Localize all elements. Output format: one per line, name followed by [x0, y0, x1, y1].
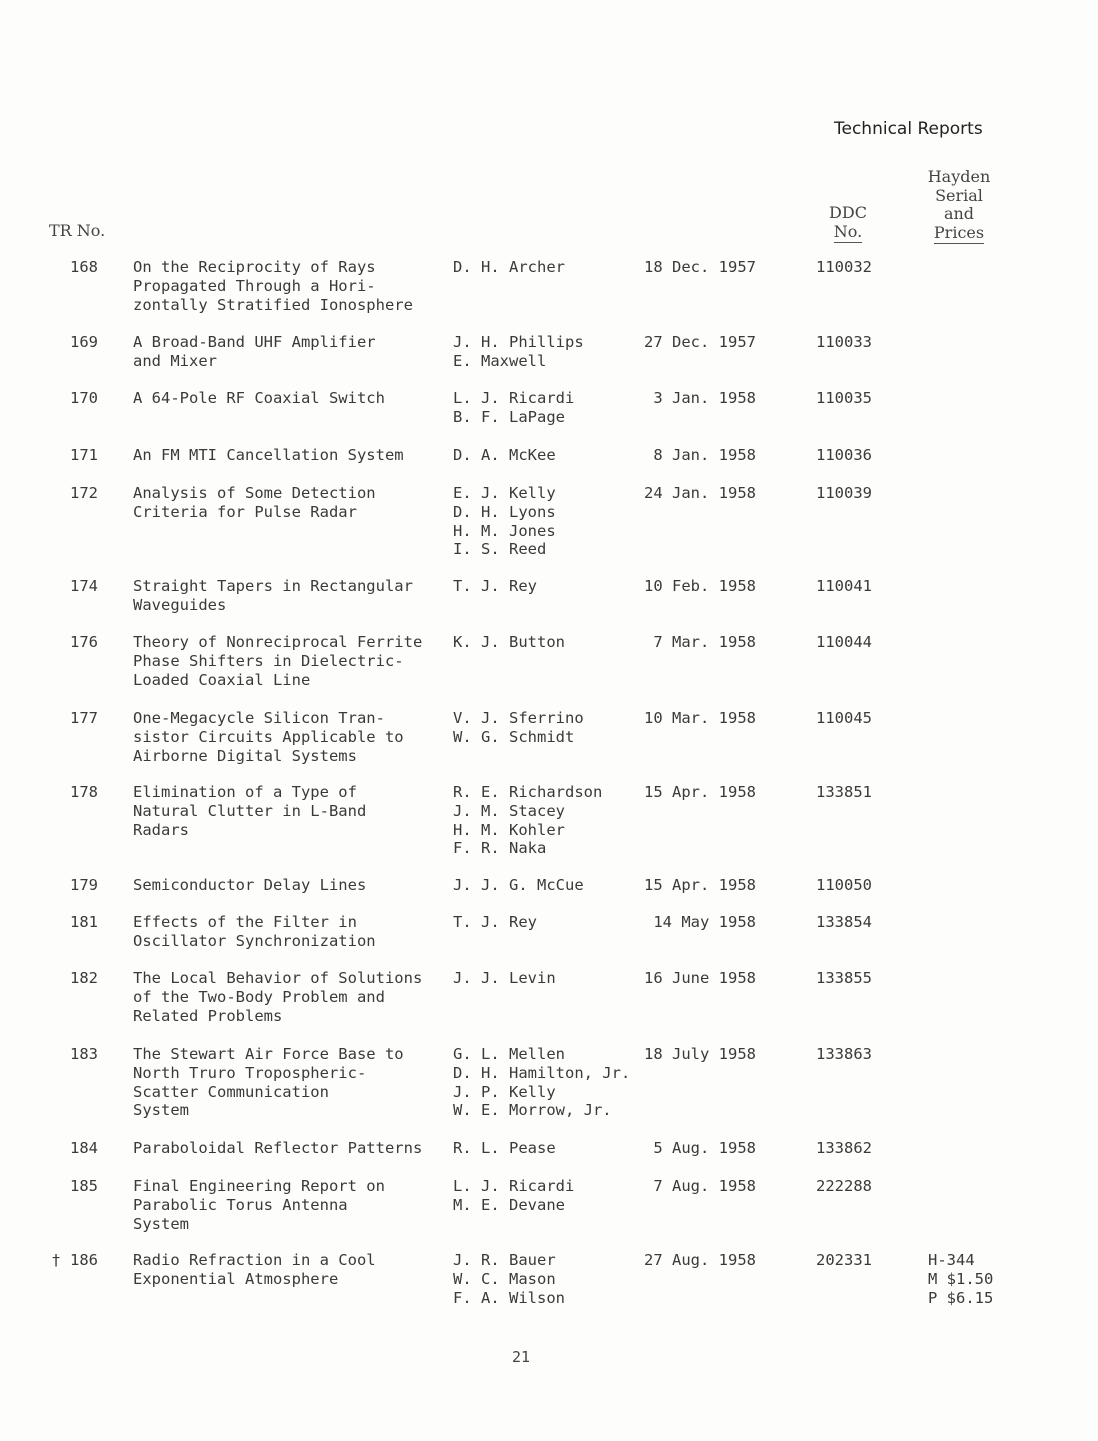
report-hayden-price: [928, 1251, 993, 1307]
report-title-line: Exponential Atmosphere: [133, 1269, 339, 1288]
report-hayden-price-line: M $1.50: [928, 1269, 994, 1288]
report-authors: [453, 1251, 565, 1307]
report-title-line: Radars: [133, 820, 189, 839]
report-authors: [453, 484, 556, 559]
report-authors: [453, 258, 565, 277]
report-date: 5 Aug. 1958: [653, 1139, 756, 1157]
report-title-line: of the Two-Body Problem and: [133, 987, 385, 1006]
page-number: 21: [512, 1348, 531, 1366]
report-title-line: A 64-Pole RF Coaxial Switch: [133, 389, 385, 407]
report-authors: [453, 633, 565, 652]
report-title-line: Related Problems: [133, 1006, 283, 1025]
report-authors-line: M. E. Devane: [453, 1195, 565, 1214]
report-title-line: Final Engineering Report on: [133, 1177, 385, 1195]
report-title: [133, 446, 404, 465]
report-date: 24 Jan. 1958: [644, 484, 756, 502]
report-number: 174: [70, 577, 98, 595]
report-title: [133, 389, 385, 408]
report-ddc-number: 110035: [816, 389, 872, 407]
report-authors-line: J. R. Bauer: [453, 1251, 556, 1269]
report-title-line: Elimination of a Type of: [133, 783, 357, 801]
report-title-line: One-Megacycle Silicon Tran-: [133, 709, 385, 727]
report-number: 169: [70, 333, 98, 351]
column-header-hayden-line: Prices: [934, 224, 984, 245]
report-authors-line: L. J. Ricardi: [453, 389, 575, 407]
report-ddc-number: 202331: [816, 1251, 872, 1269]
report-title: [133, 876, 366, 895]
report-authors-line: H. M. Jones: [453, 521, 556, 540]
report-title-line: Oscillator Synchronization: [133, 931, 376, 950]
report-title: [133, 709, 404, 765]
report-number: 176: [70, 633, 98, 651]
report-authors-line: R. L. Pease: [453, 1139, 556, 1157]
report-title-line: The Local Behavior of Solutions: [133, 969, 423, 987]
report-number: 178: [70, 783, 98, 801]
report-authors-line: T. J. Rey: [453, 913, 537, 931]
report-title-line: System: [133, 1214, 189, 1233]
report-title-line: North Truro Tropospheric-: [133, 1063, 367, 1082]
report-authors-line: J. H. Phillips: [453, 333, 584, 351]
report-authors-line: H. M. Kohler: [453, 820, 565, 839]
report-authors-line: D. H. Lyons: [453, 502, 556, 521]
report-authors-line: D. A. McKee: [453, 446, 556, 464]
report-authors-line: I. S. Reed: [453, 540, 547, 559]
report-ddc-number: 110036: [816, 446, 872, 464]
report-number: 171: [70, 446, 98, 464]
report-number: 172: [70, 484, 98, 502]
report-authors: [453, 333, 584, 371]
report-ddc-number: 133863: [816, 1045, 872, 1063]
report-title-line: Straight Tapers in Rectangular: [133, 577, 413, 595]
report-authors-line: E. J. Kelly: [453, 484, 556, 502]
report-authors: [453, 876, 584, 895]
report-authors-line: J. M. Stacey: [453, 801, 565, 820]
report-title-line: Parabolic Torus Antenna: [133, 1195, 348, 1214]
column-header-tr-no: TR No.: [49, 221, 106, 240]
report-title-line: System: [133, 1101, 189, 1120]
report-date: 15 Apr. 1958: [644, 783, 756, 801]
report-ddc-number: 110041: [816, 577, 872, 595]
report-authors-line: V. J. Sferrino: [453, 709, 584, 727]
report-ddc-number: 110045: [816, 709, 872, 727]
report-authors-line: G. L. Mellen: [453, 1045, 565, 1063]
report-title: [133, 633, 422, 689]
report-title-line: Airborne Digital Systems: [133, 746, 357, 765]
report-date: 18 July 1958: [644, 1045, 756, 1063]
report-number: 181: [70, 913, 98, 931]
report-title-line: Effects of the Filter in: [133, 913, 357, 931]
report-hayden-price-line: P $6.15: [928, 1288, 994, 1307]
report-number: 185: [70, 1177, 98, 1195]
report-hayden-price-line: H-344: [928, 1251, 975, 1269]
report-authors: [453, 1045, 630, 1120]
report-authors-line: F. R. Naka: [453, 839, 547, 858]
report-title: [133, 484, 376, 522]
report-ddc-number: 133862: [816, 1139, 872, 1157]
report-authors: [453, 446, 556, 465]
report-title: [133, 1045, 404, 1120]
report-date: 8 Jan. 1958: [653, 446, 756, 464]
report-title: [133, 258, 413, 314]
report-title-line: Propagated Through a Hori-: [133, 276, 376, 295]
report-authors-line: J. P. Kelly: [453, 1082, 556, 1101]
report-ddc-number: 222288: [816, 1177, 872, 1195]
report-authors: [453, 389, 574, 427]
report-authors-line: B. F. LaPage: [453, 407, 565, 426]
report-authors-line: T. J. Rey: [453, 577, 537, 595]
report-date: 27 Dec. 1957: [644, 333, 756, 351]
report-title-line: Scatter Communication: [133, 1082, 329, 1101]
column-header-hayden-line: Hayden: [927, 167, 991, 186]
report-authors: [453, 969, 556, 988]
report-date: 27 Aug. 1958: [644, 1251, 756, 1269]
report-title: [133, 577, 413, 615]
report-ddc-number: 133855: [816, 969, 872, 987]
report-date: 18 Dec. 1957: [644, 258, 756, 276]
report-ddc-number: 110033: [816, 333, 872, 351]
report-authors-line: D. H. Archer: [453, 258, 565, 276]
report-title-line: Semiconductor Delay Lines: [133, 876, 367, 894]
report-title-line: Loaded Coaxial Line: [133, 670, 311, 689]
report-ddc-number: 110039: [816, 484, 872, 502]
report-title-line: sistor Circuits Applicable to: [133, 727, 404, 746]
report-date: 10 Mar. 1958: [644, 709, 756, 727]
report-number: † 186: [51, 1251, 98, 1269]
report-title-line: Criteria for Pulse Radar: [133, 502, 357, 521]
report-title: [133, 1251, 376, 1289]
report-authors-line: L. J. Ricardi: [453, 1177, 575, 1195]
column-header-hayden-line: and: [943, 204, 975, 223]
report-number: 170: [70, 389, 98, 407]
report-authors-line: J. J. G. McCue: [453, 876, 584, 894]
report-authors: [453, 913, 537, 932]
report-number: 184: [70, 1139, 98, 1157]
page-title: Technical Reports: [834, 119, 983, 139]
report-authors-line: R. E. Richardson: [453, 783, 603, 801]
report-title-line: On the Reciprocity of Rays: [133, 258, 376, 276]
report-title-line: Paraboloidal Reflector Patterns: [133, 1139, 423, 1157]
report-title-line: Waveguides: [133, 595, 227, 614]
report-authors: [453, 709, 584, 747]
column-header-ddc-line: No.: [834, 223, 862, 244]
report-authors-line: E. Maxwell: [453, 351, 547, 370]
report-title: [133, 913, 376, 951]
report-authors-line: W. C. Mason: [453, 1269, 556, 1288]
report-number: 182: [70, 969, 98, 987]
report-title: [133, 333, 376, 371]
report-title: [133, 1139, 422, 1158]
report-ddc-number: 110044: [816, 633, 872, 651]
report-ddc-number: 110050: [816, 876, 872, 894]
report-title-line: Phase Shifters in Dielectric-: [133, 651, 404, 670]
report-ddc-number: 110032: [816, 258, 872, 276]
report-ddc-number: 133854: [816, 913, 872, 931]
report-title-line: Natural Clutter in L-Band: [133, 801, 367, 820]
report-date: 15 Apr. 1958: [644, 876, 756, 894]
report-title: [133, 783, 366, 839]
report-authors-line: F. A. Wilson: [453, 1288, 565, 1307]
report-ddc-number: 133851: [816, 783, 872, 801]
report-title-line: The Stewart Air Force Base to: [133, 1045, 404, 1063]
column-header-ddc-line: DDC: [829, 203, 867, 222]
report-date: 7 Mar. 1958: [653, 633, 756, 651]
report-date: 14 May 1958: [653, 913, 756, 931]
report-date: 3 Jan. 1958: [653, 389, 756, 407]
report-title: [133, 1177, 385, 1233]
report-number: 177: [70, 709, 98, 727]
report-authors-line: W. G. Schmidt: [453, 727, 575, 746]
report-date: 7 Aug. 1958: [653, 1177, 756, 1195]
report-authors-line: K. J. Button: [453, 633, 565, 651]
report-number: 183: [70, 1045, 98, 1063]
report-title-line: An FM MTI Cancellation System: [133, 446, 404, 464]
report-title-line: zontally Stratified Ionosphere: [133, 295, 413, 314]
report-date: 10 Feb. 1958: [644, 577, 756, 595]
report-authors: [453, 783, 602, 858]
report-authors-line: J. J. Levin: [453, 969, 556, 987]
report-authors: [453, 1177, 574, 1215]
report-authors: [453, 577, 537, 596]
report-date: 16 June 1958: [644, 969, 756, 987]
report-number: 179: [70, 876, 98, 894]
report-title-line: Radio Refraction in a Cool: [133, 1251, 376, 1269]
report-authors-line: D. H. Hamilton, Jr.: [453, 1063, 631, 1082]
report-authors: [453, 1139, 556, 1158]
report-title-line: Analysis of Some Detection: [133, 484, 376, 502]
report-title-line: A Broad-Band UHF Amplifier: [133, 333, 376, 351]
report-title: [133, 969, 422, 1025]
column-header-hayden-line: Serial: [935, 185, 983, 205]
report-authors-line: W. E. Morrow, Jr.: [453, 1101, 612, 1120]
report-title-line: Theory of Nonreciprocal Ferrite: [133, 633, 423, 651]
report-number: 168: [70, 258, 98, 276]
report-title-line: and Mixer: [133, 351, 217, 370]
